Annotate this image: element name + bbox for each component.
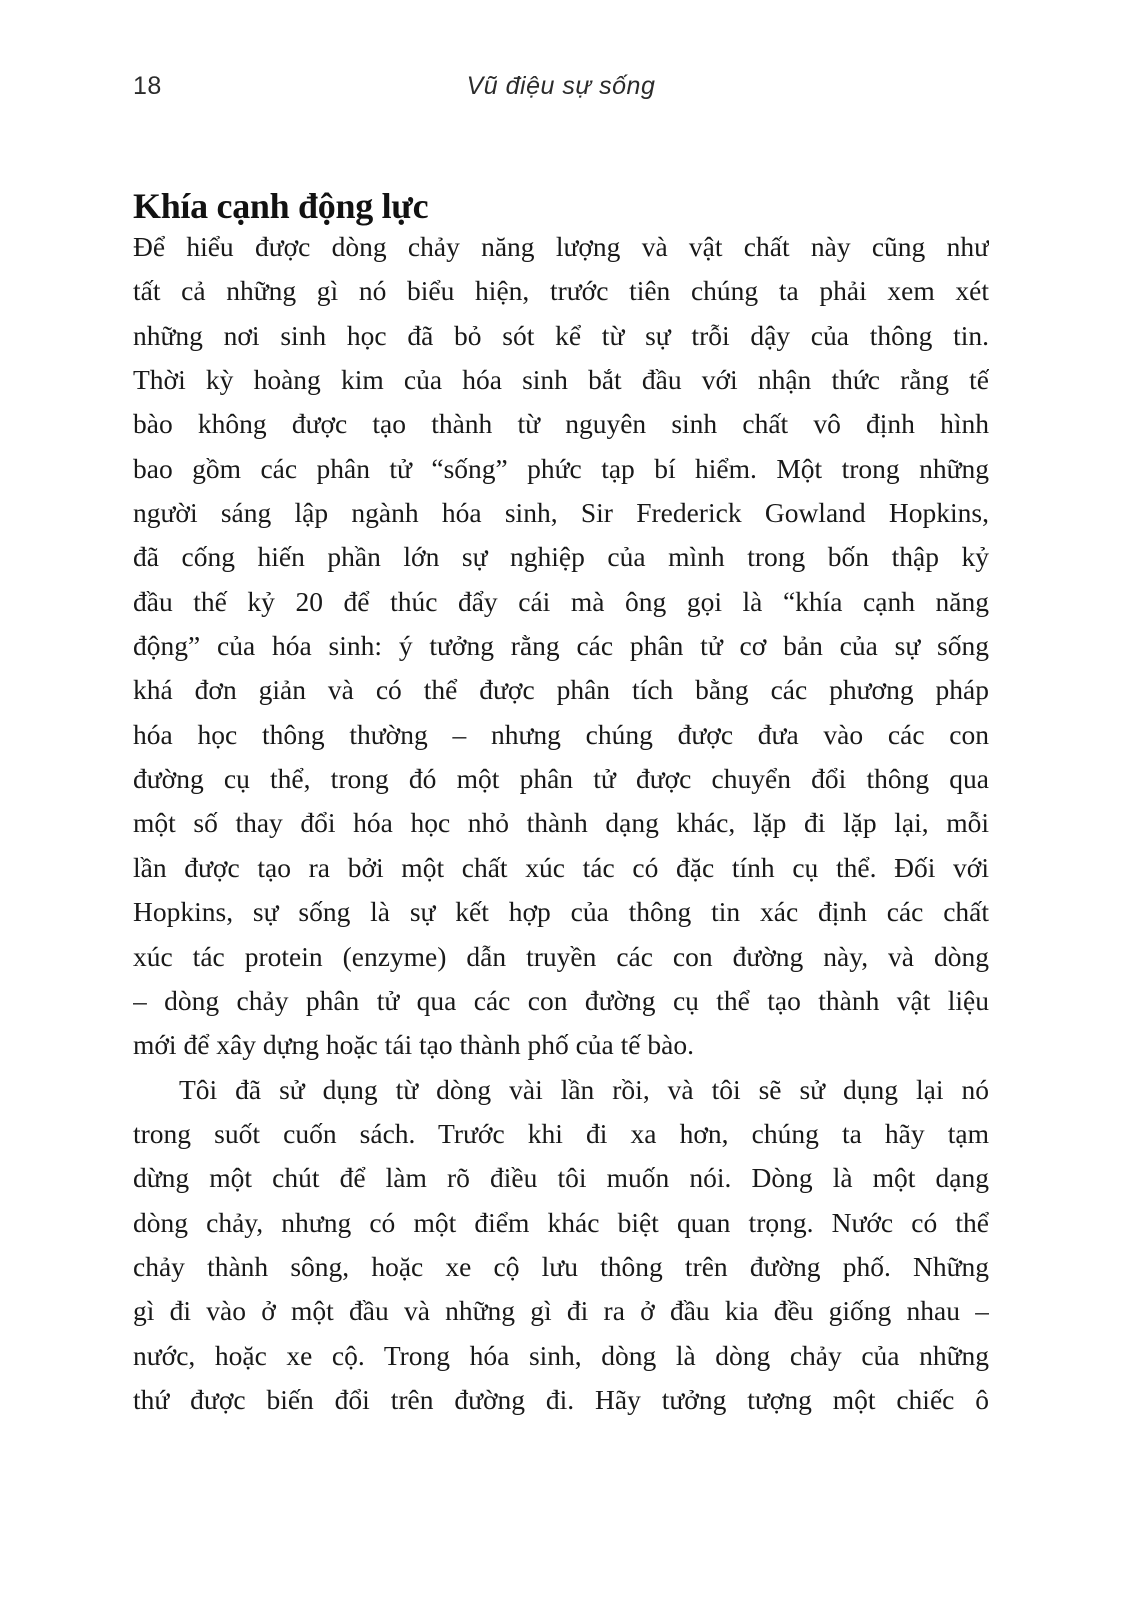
text-line: hóa học thông thường – nhưng chúng được đưa vào các con xyxy=(133,718,989,750)
text-line: xúc tác protein (enzyme) dẫn truyền các con đường này, và dòng xyxy=(133,940,989,972)
paragraph xyxy=(133,1068,989,1423)
text-line: những nơi sinh học đã bỏ sót kể từ sự trỗi dậy của thông tin. xyxy=(133,319,989,351)
paragraph xyxy=(133,225,989,1068)
text-line: đã cống hiến phần lớn sự nghiệp của mình trong bốn thập kỷ xyxy=(133,541,989,573)
text-line: bao gồm các phân tử “sống” phức tạp bí hiểm. Một trong những xyxy=(133,452,989,484)
text-line: một số thay đổi hóa học nhỏ thành dạng khác, lặp đi lặp lại, mỗi xyxy=(133,807,989,839)
text-line: người sáng lập ngành hóa sinh, Sir Frederick Gowland Hopkins, xyxy=(133,497,989,529)
body-text xyxy=(133,225,989,1422)
text-line: khá đơn giản và có thể được phân tích bằng các phương pháp xyxy=(133,674,989,706)
text-line: chảy thành sông, hoặc xe cộ lưu thông trên đường phố. Những xyxy=(133,1250,989,1282)
text-line: nước, hoặc xe cộ. Trong hóa sinh, dòng là dòng chảy của những xyxy=(133,1339,989,1371)
text-line: tất cả những gì nó biểu hiện, trước tiên chúng ta phải xem xét xyxy=(133,275,989,307)
text-line: gì đi vào ở một đầu và những gì đi ra ở đầu kia đều giống nhau – xyxy=(133,1295,989,1327)
text-line: Hopkins, sự sống là sự kết hợp của thông tin xác định các chất xyxy=(133,896,989,928)
text-line: động” của hóa sinh: ý tưởng rằng các phân tử cơ bản của sự sống xyxy=(133,630,989,662)
text-line: dòng chảy, nhưng có một điểm khác biệt quan trọng. Nước có thể xyxy=(133,1206,989,1238)
text-line: Thời kỳ hoàng kim của hóa sinh bắt đầu với nhận thức rằng tế xyxy=(133,364,989,396)
text-line: dừng một chút để làm rõ điều tôi muốn nói. Dòng là một dạng xyxy=(133,1162,989,1194)
text-line: Để hiểu được dòng chảy năng lượng và vật chất này cũng như xyxy=(133,231,989,262)
text-line: mới để xây dựng hoặc tái tạo thành phố của tế bào. xyxy=(133,1029,694,1061)
page-number: 18 xyxy=(133,72,162,100)
text-line: bào không được tạo thành từ nguyên sinh chất vô định hình xyxy=(133,408,989,440)
running-header xyxy=(133,72,989,104)
text-line: lần được tạo ra bởi một chất xúc tác có đặc tính cụ thể. Đối với xyxy=(133,851,989,883)
running-title: Vũ điệu sự sống xyxy=(466,72,656,100)
text-line: trong suốt cuốn sách. Trước khi đi xa hơn, chúng ta hãy tạm xyxy=(133,1117,989,1149)
text-line: thứ được biến đổi trên đường đi. Hãy tưởng tượng một chiếc ô xyxy=(133,1383,989,1415)
text-line: – dòng chảy phân tử qua các con đường cụ thể tạo thành vật liệu xyxy=(133,984,989,1016)
text-line: đầu thế kỷ 20 để thúc đẩy cái mà ông gọi là “khía cạnh năng xyxy=(133,585,989,617)
text-line: Tôi đã sử dụng từ dòng vài lần rồi, và tôi sẽ sử dụng lại nó xyxy=(179,1073,989,1105)
text-line: đường cụ thể, trong đó một phân tử được chuyển đổi thông qua xyxy=(133,763,989,795)
section-heading: Khía cạnh động lực xyxy=(133,186,429,227)
